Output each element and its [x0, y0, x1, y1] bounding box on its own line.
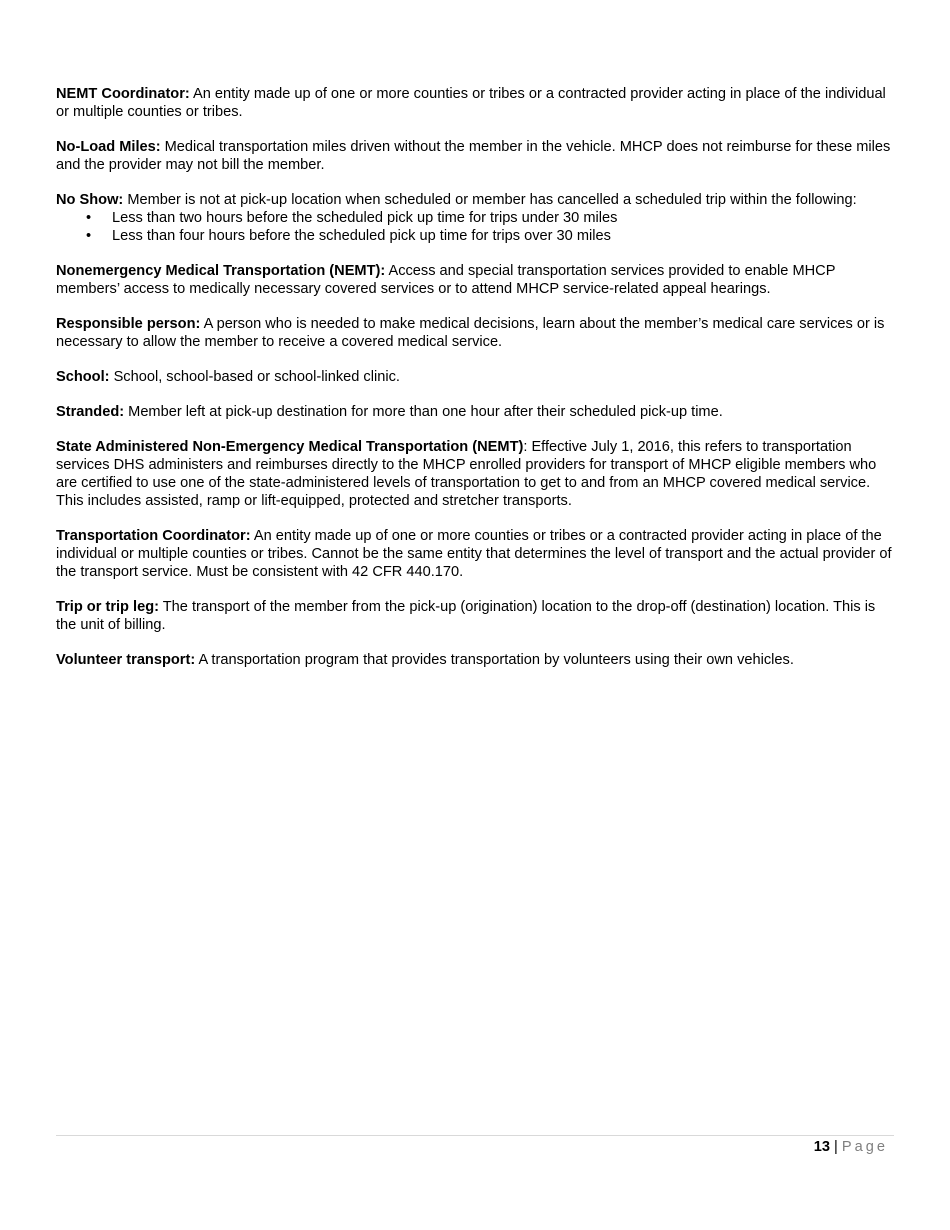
definition-text: An entity made up of one or more counties or tribes or a contracted provider acting in place of the individual or multiple counties or tribes. Cannot be the same entity that determines the level of transport and the actual provider of the transport service. Must be consistent with 42 CFR 440.170. — [56, 528, 892, 580]
definition-term: NEMT Coordinator: — [56, 86, 190, 102]
definition-term: Responsible person: — [56, 316, 201, 332]
definition-term: School: — [56, 369, 110, 385]
definition-stranded — [56, 403, 896, 421]
definition-term: Nonemergency Medical Transportation (NEMT): — [56, 263, 386, 279]
definition-nemt-coordinator — [56, 85, 896, 121]
footer-divider — [56, 1135, 894, 1136]
definition-term: Transportation Coordinator: — [56, 528, 251, 544]
definition-state-administered-nemt — [56, 438, 896, 510]
definition-term: State Administered Non-Emergency Medical Transportation (NEMT) — [56, 439, 524, 455]
list-item — [56, 209, 896, 227]
list-item-text: Less than two hours before the scheduled pick up time for trips under 30 miles — [112, 210, 618, 226]
page-label: Page — [841, 1139, 888, 1155]
definition-no-show — [56, 191, 896, 245]
definition-term: No-Load Miles: — [56, 139, 161, 155]
definition-text: Medical transportation miles driven without the member in the vehicle. MHCP does not reimburse for these miles and the provider may not bill the member. — [56, 139, 891, 173]
definition-text: Member is not at pick-up location when scheduled or member has cancelled a scheduled trip within the following: — [123, 192, 857, 208]
definition-term: Volunteer transport: — [56, 652, 196, 668]
definition-term: No Show: — [56, 192, 124, 208]
definition-text: School, school-based or school-linked clinic. — [109, 369, 400, 385]
definition-term: Stranded: — [56, 404, 125, 420]
document-body — [56, 85, 896, 686]
definition-text: Access and special transportation services provided to enable MHCP members’ access to medically necessary covered services or to attend MHCP service-related appeal hearings. — [56, 263, 836, 297]
list-item — [56, 227, 896, 245]
definition-text: The transport of the member from the pick-up (origination) location to the drop-off (destination) location. This is the unit of billing. — [56, 599, 876, 633]
bullet-icon: • — [86, 210, 92, 226]
definition-term: Trip or trip leg: — [56, 599, 159, 615]
definition-no-load-miles — [56, 138, 896, 174]
definition-text: An entity made up of one or more counties or tribes or a contracted provider acting in place of the individual or multiple counties or tribes. — [56, 86, 886, 120]
definition-responsible-person — [56, 315, 896, 351]
bullet-list — [56, 209, 896, 245]
bullet-icon: • — [86, 228, 92, 244]
definition-volunteer-transport — [56, 651, 896, 669]
footer-separator: | — [830, 1139, 842, 1155]
definition-text: A transportation program that provides transportation by volunteers using their own vehicles. — [195, 652, 794, 668]
page-footer — [814, 1138, 888, 1156]
page-number: 13 — [813, 1139, 830, 1155]
list-item-text: Less than four hours before the scheduled pick up time for trips over 30 miles — [112, 228, 611, 244]
definition-school — [56, 368, 896, 386]
definition-transportation-coordinator — [56, 527, 896, 581]
definition-nemt — [56, 262, 896, 298]
definition-trip-or-trip-leg — [56, 598, 896, 634]
definition-text: : Effective July 1, 2016, this refers to transportation services DHS administers and reimburses directly to the MHCP enrolled providers for transport of MHCP eligible members who are certified to use one of the state-administered levels of transportation to get to and from an MHCP covered medical service. This includes assisted, ramp or lift-equipped, protected and stretcher transports. — [56, 439, 877, 509]
definition-text: A person who is needed to make medical decisions, learn about the member’s medical care services or is necessary to allow the member to receive a covered medical service. — [56, 316, 885, 350]
definition-text: Member left at pick-up destination for more than one hour after their scheduled pick-up time. — [124, 404, 723, 420]
